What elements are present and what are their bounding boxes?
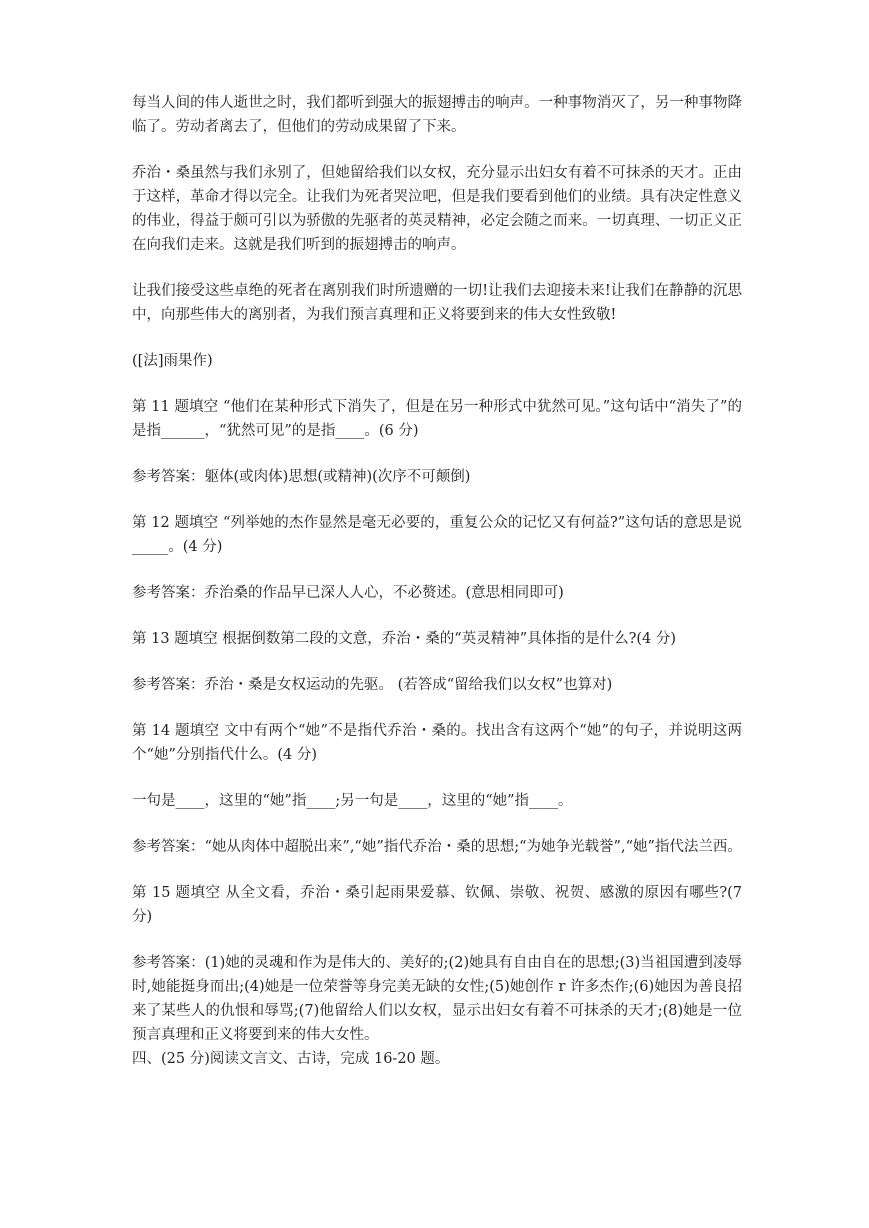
passage-paragraph-1: 每当人间的伟人逝世之时，我们都听到强大的振翅搏击的响声。一种事物消灭了，另一种事物降临了。劳动者离去了，但他们的劳动成果留了下来。 — [132, 95, 742, 135]
document-page — [132, 91, 742, 1093]
answer-13: 参考答案：乔治・桑是女权运动的先驱。 (若答成“留给我们以女权”也算对) — [132, 677, 613, 693]
answer-15: 参考答案：(1)她的灵魂和作为是伟大的、美好的;(2)她具有自由自在的思想;(3)当祖国遭到凌辱时,她能挺身而出;(4)她是一位荣誉等身完美无缺的女性;(5)她创作 r 许多杰作;(6)她因为善良招来了某些人的仇恨和辱骂;(7)他留给人们以女权，显示出妇女有着不可抹杀的天才;(8)她是一位预言真理和正义将要到来的伟大女性。 — [132, 955, 742, 1043]
passage-paragraph-3: 让我们接受这些卓绝的死者在离别我们时所遗赠的一切!让我们去迎接未来!让我们在静静的沉思中，向那些伟大的离别者，为我们预言真理和正义将要到来的伟大女性致敬! — [132, 283, 742, 323]
passage-paragraph-2: 乔治・桑虽然与我们永别了，但她留给我们以女权，充分显示出妇女有着不可抹杀的天才。正由于这样，革命才得以完全。让我们为死者哭泣吧，但是我们要看到他们的业绩。具有决定性意义的伟业，得益于颇可引以为骄傲的先驱者的英灵精神，必定会随之而来。一切真理、一切正义正在向我们走来。这就是我们听到的振翅搏击的响声。 — [132, 165, 742, 253]
question-14: 第 14 题填空 文中有两个“她”不是指代乔治・桑的。找出含有这两个“她”的句子，并说明这两个“她”分别指代什么。(4 分) — [132, 723, 742, 763]
question-14-blanks: 一句是____，这里的“她”指____;另一句是____，这里的“她”指____。 — [132, 793, 573, 809]
question-15: 第 15 题填空 从全文看，乔治・桑引起雨果爱慕、钦佩、崇敬、祝贺、感激的原因有哪些?(7 分) — [132, 885, 742, 925]
question-11: 第 11 题填空 “他们在某种形式下消失了，但是在另一种形式中犹然可见。”这句话中“消失了”的是指______，“犹然可见”的是指____。(6 分) — [132, 399, 742, 439]
question-13: 第 13 题填空 根据倒数第二段的文意，乔治・桑的“英灵精神”具体指的是什么?(4 分) — [132, 631, 677, 647]
answer-11: 参考答案：躯体(或肉体)思想(或精神)(次序不可颠倒) — [132, 469, 471, 485]
question-12: 第 12 题填空 “列举她的杰作显然是毫无必要的，重复公众的记忆又有何益?”这句话的意思是说_____。(4 分) — [132, 515, 742, 555]
passage-author: ([法]雨果作) — [132, 353, 213, 369]
section-four-heading: 四、(25 分)阅读文言文、古诗，完成 16-20 题。 — [132, 1051, 450, 1067]
answer-14: 参考答案：“她从肉体中超脱出来”,“她”指代乔治・桑的思想;“为她争光载誉”,“她”指代法兰西。 — [132, 839, 742, 855]
answer-12: 参考答案：乔治桑的作品早已深人人心，不必赘述。(意思相同即可) — [132, 585, 564, 601]
